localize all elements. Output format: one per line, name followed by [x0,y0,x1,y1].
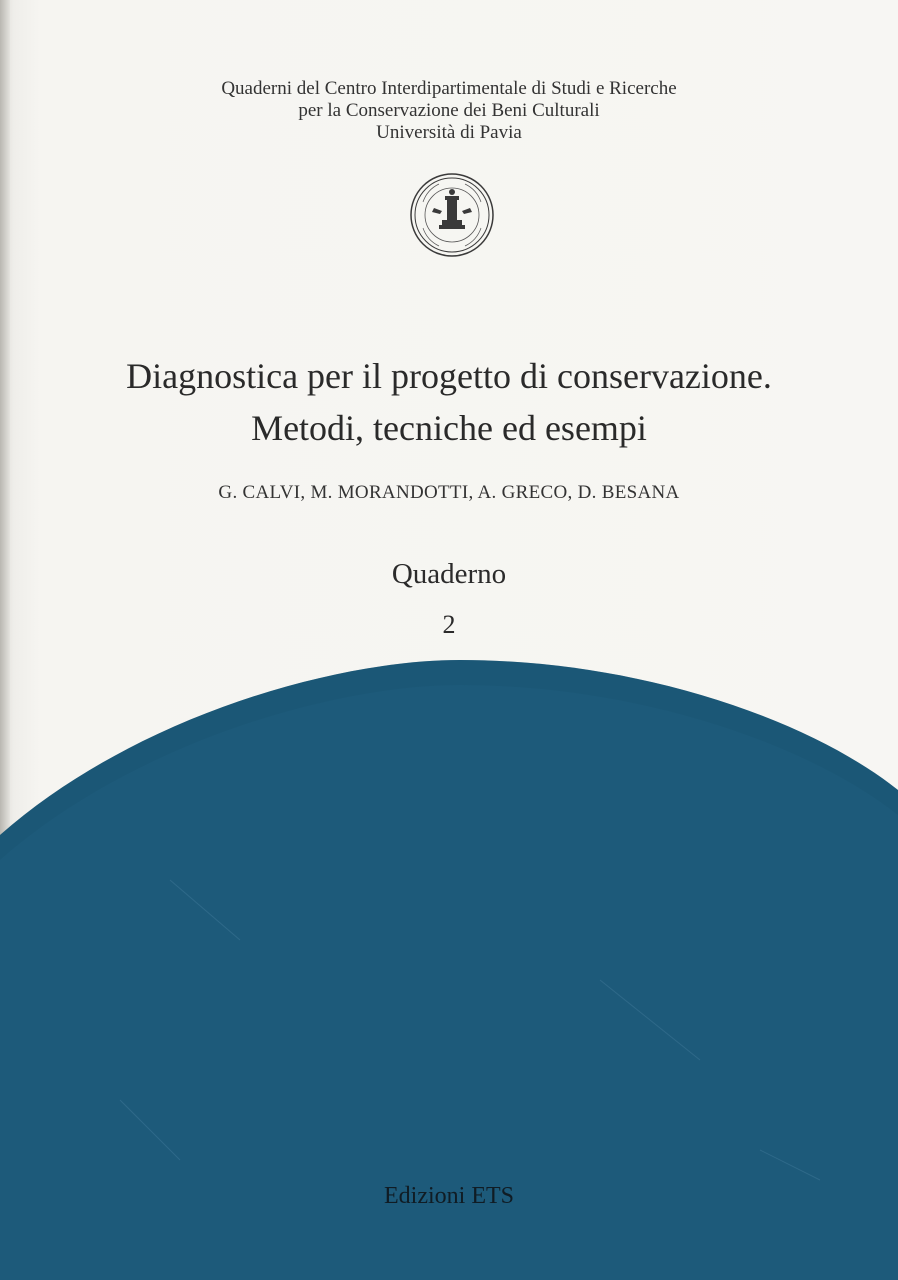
title-line-1: Diagnostica per il progetto di conservazione. [126,356,772,396]
quaderno-label: Quaderno [391,558,507,590]
publisher: Edizioni ETS [384,1183,514,1209]
series-line-3: Università di Pavia [376,122,522,143]
authors: G. CALVI, M. MORANDOTTI, A. GRECO, D. BESANA [218,482,680,503]
quaderno-number: 2 [442,610,456,639]
series-line-2: per la Conservazione dei Beni Culturali [298,100,600,121]
series-line-1: Quaderni del Centro Interdipartimentale di Studi e Ricerche [221,78,677,99]
title-line-2: Metodi, tecniche ed esempi [251,408,647,448]
